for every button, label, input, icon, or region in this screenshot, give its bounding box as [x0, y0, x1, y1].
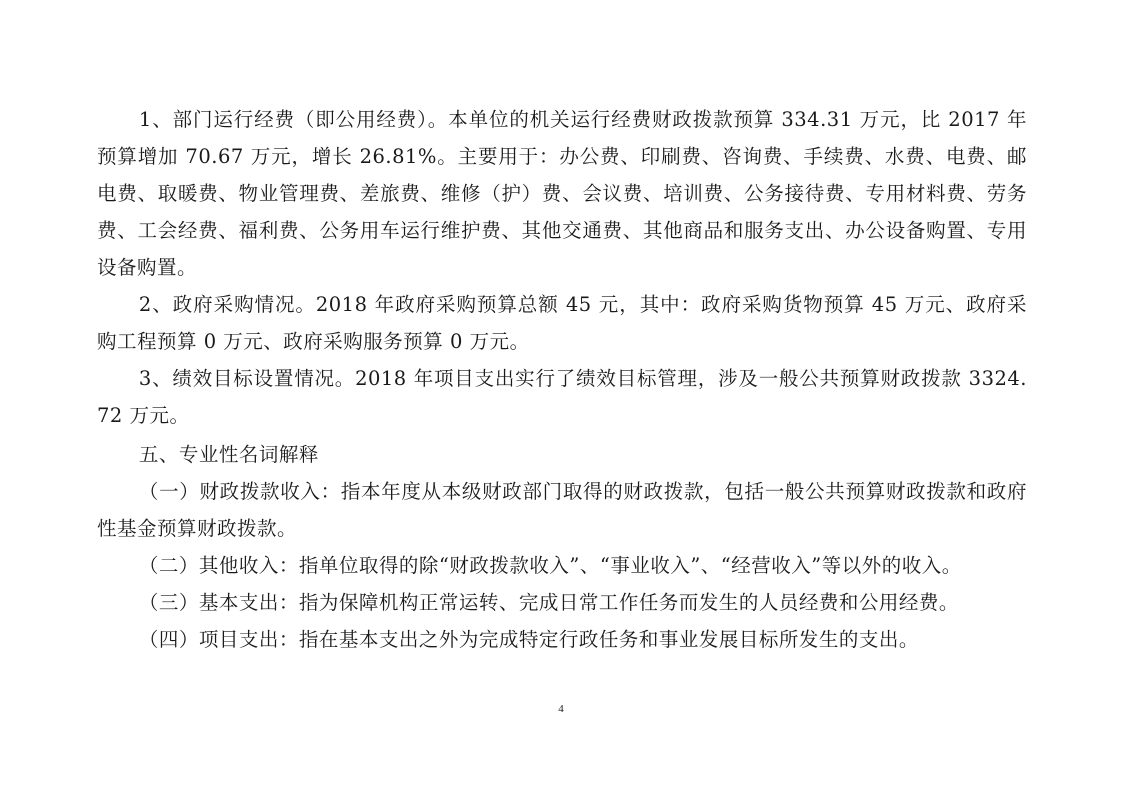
paragraph-government-procurement: 2、政府采购情况。2018 年政府采购预算总额 45 元，其中：政府采购货物预算 45 万元、政府采购工程预算 0 万元、政府采购服务预算 0 万元。 — [97, 293, 1027, 353]
section-heading-terminology: 五、专业性名词解释 — [138, 443, 319, 466]
page-number: 4 — [558, 703, 564, 715]
paragraph-performance-goals: 3、绩效目标设置情况。2018 年项目支出实行了绩效目标管理，涉及一般公共预算财政拨款 3324.72 万元。 — [97, 367, 1027, 427]
definition-project-expenditure: （四）项目支出：指在基本支出之外为完成特定行政任务和事业发展目标所发生的支出。 — [138, 628, 919, 651]
definition-other-income: （二）其他收入：指单位取得的除“财政拨款收入”、“事业收入”、“经营收入”等以外的收入。 — [138, 554, 962, 577]
document-body — [97, 101, 1027, 658]
definition-fiscal-appropriation-income: （一）财政拨款收入：指本年度从本级财政部门取得的财政拨款，包括一般公共预算财政拨款和政府性基金预算财政拨款。 — [97, 480, 1027, 540]
definition-basic-expenditure: （三）基本支出：指为保障机构正常运转、完成日常工作任务而发生的人员经费和公用经费。 — [138, 591, 959, 614]
paragraph-operating-expenses: 1、部门运行经费（即公用经费）。本单位的机关运行经费财政拨款预算 334.31 万元，比 2017 年预算增加 70.67 万元，增长 26.81%。主要用于：办公费、印刷费、咨询费、手续费、水费、电费、邮电费、取暖费、物业管理费、差旅费、维修（护）费、会议费、培训费、公务接待费、专用材料费、劳务费、工会经费、福利费、公务用车运行维护费、其他交通费、其他商品和服务支出、办公设备购置、专用设备购置。 — [97, 108, 1027, 279]
